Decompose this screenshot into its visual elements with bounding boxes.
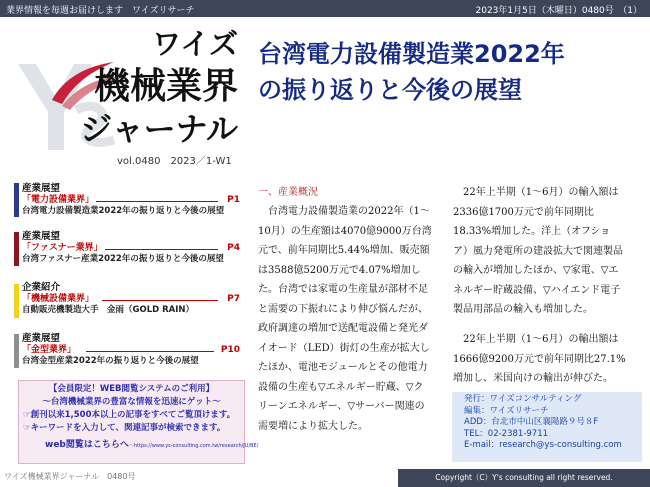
text-line: 需要増により拡大した。 [258, 420, 368, 432]
publisher-line: 発行：ワイズコンサルティング [464, 394, 582, 404]
toc-marker-3 [14, 284, 19, 318]
text-line: 政府調達の増加で送配電設備と発光ダ [258, 323, 428, 334]
text-line: の輸入が増加したほか、▽家電、▽エ [453, 265, 619, 276]
brand-line-2: 機械業界 [93, 66, 238, 107]
toc-page: P4 [227, 242, 240, 253]
issue-date: 2023年1月5日（木曜日）0480号 （1） [475, 6, 642, 16]
tagline: 業界情報を毎週お届けします ワイズリサーチ [6, 6, 195, 16]
toc-label-row [22, 294, 240, 306]
toc-category: 産業展望 [22, 333, 61, 344]
address-line: ADD：台北市中山区襄陽路９号８F [464, 417, 599, 427]
toc-item-3[interactable] [22, 282, 240, 317]
text-line: 10月）の生産額は4070億9000万台湾 [258, 225, 432, 237]
article-column-2-continued [453, 330, 626, 389]
toc-page: P10 [220, 344, 240, 355]
toc-label-row [22, 345, 240, 357]
text-line: 元で、前年同期比5.44%増加、販売額 [258, 245, 430, 256]
text-line: は3588億5200万元で4.07%増加し [258, 264, 421, 276]
text-line: 増加し、米国向けの輸出が伸びた。 [453, 373, 613, 384]
toc-description: 自動販売機製造大手 金雨（GOLD RAIN） [22, 305, 195, 315]
member-notice-box [18, 380, 259, 464]
toc-marker-4 [14, 334, 19, 368]
text-line: と需要の下振れにより伸び悩んだが、 [258, 303, 428, 315]
section-heading: 一、産業概況 [258, 187, 318, 198]
footer-publication: ワイズ機械業界ジャーナル 0480号 [4, 472, 136, 481]
toc-leader-line [86, 351, 214, 352]
toc-label: 「電力設備業界」 [22, 194, 95, 205]
text-line: 22年上半期（1～6月）の輸出額は [453, 334, 619, 345]
text-line: イオード（LED）街灯の生産が拡大し [258, 342, 430, 354]
text-line: 設備の生産も▽エネルギー貯蔵、▽ク [258, 381, 424, 393]
notice-point-1: ☞創刊以来1,500本以上の記事をすべてご覧頂けます。 [23, 410, 236, 420]
toc-item-4[interactable] [22, 333, 240, 368]
footer-copyright: Copyright（C）Y's consulting all right reserved. [398, 469, 650, 487]
text-line: 18.33%増加した。洋上（オフショ [453, 226, 611, 237]
publisher-info-box [452, 392, 642, 462]
top-bar [0, 0, 650, 17]
toc-description: 台湾ファスナー産業2022年の振り返りと今後の展望 [22, 254, 224, 264]
toc-page: P7 [227, 293, 240, 304]
toc-label: 「ファスナー業界」 [22, 242, 103, 253]
toc-marker-1 [14, 183, 19, 217]
web-access-url[interactable]: ～https://www.ys-consulting.com.tw/research/JU/BE/ [128, 443, 259, 449]
toc-description: 台湾金型産業2022年の振り返りと今後の展望 [22, 356, 199, 366]
toc-label: 「金型業界」 [22, 344, 77, 355]
toc-description: 台湾電力設備製造業2022年の振り返りと今後の展望 [22, 206, 225, 216]
toc-page: P1 [227, 194, 240, 205]
article-column-1 [258, 202, 432, 436]
web-access-link[interactable] [45, 439, 258, 453]
text-line: たほか、電池モジュールとその他電力 [258, 362, 428, 373]
main-title-line-2: の振り返りと今後の展望 [258, 76, 522, 104]
toc-marker-2 [14, 232, 19, 266]
brand-line-1: ワイズ [152, 27, 238, 61]
text-line: 2336億1700万元で前年同期比 [453, 206, 594, 218]
toc-label-row [22, 195, 240, 207]
toc-item-2[interactable] [22, 231, 240, 266]
toc-category: 産業展望 [22, 231, 61, 242]
text-line: 1666億9200万元で前年同期比27.1% [453, 353, 626, 365]
phone-line: TEL：02-2381-9711 [464, 428, 549, 439]
toc-item-1[interactable] [22, 183, 240, 218]
brand-line-3: ジャーナル [80, 110, 238, 148]
toc-leader-line [102, 300, 218, 301]
notice-title: 【会員限定！WEB閲覧システムのご利用】 [48, 384, 215, 394]
text-line: ア）風力発電所の建設拡大で関連製品 [453, 245, 623, 257]
text-line: リーンエネルギー、▽サーバー関連の [258, 401, 425, 412]
text-line: 22年上半期（1～6月）の輸入額は [453, 187, 619, 198]
toc-category: 産業展望 [22, 183, 61, 194]
text-line: た。台湾では家電の生産量が部材不足 [258, 284, 428, 295]
notice-point-2: ☞キーワードを入力して、関連記事が検索できます。 [23, 423, 226, 433]
toc-label: 「機械設備業界」 [22, 293, 95, 304]
toc-category: 企業紹介 [22, 282, 61, 293]
email-line[interactable]: E-mail：research@ys-consulting.com [464, 440, 622, 450]
volume-info: vol.0480 2023／1-W1 [117, 156, 232, 167]
notice-subtitle: ～台湾機械業界の豊富な情報を迅速にゲット～ [42, 397, 221, 407]
text-line: 製品用部品の輸入も増加した。 [453, 304, 593, 315]
web-access-label[interactable]: web閲覧はこちらへ [45, 440, 129, 450]
text-line: ネルギー貯蔵設備、▽ハイエンド電子 [453, 284, 621, 296]
article-column-2 [453, 183, 623, 320]
editor-line: 編集：ワイズリサーチ [464, 405, 549, 416]
toc-label-row [22, 243, 240, 255]
text-line: 台湾電力設備製造業の2022年（1～ [258, 206, 430, 217]
main-title-line-1: 台湾電力設備製造業2022年 [258, 40, 565, 68]
